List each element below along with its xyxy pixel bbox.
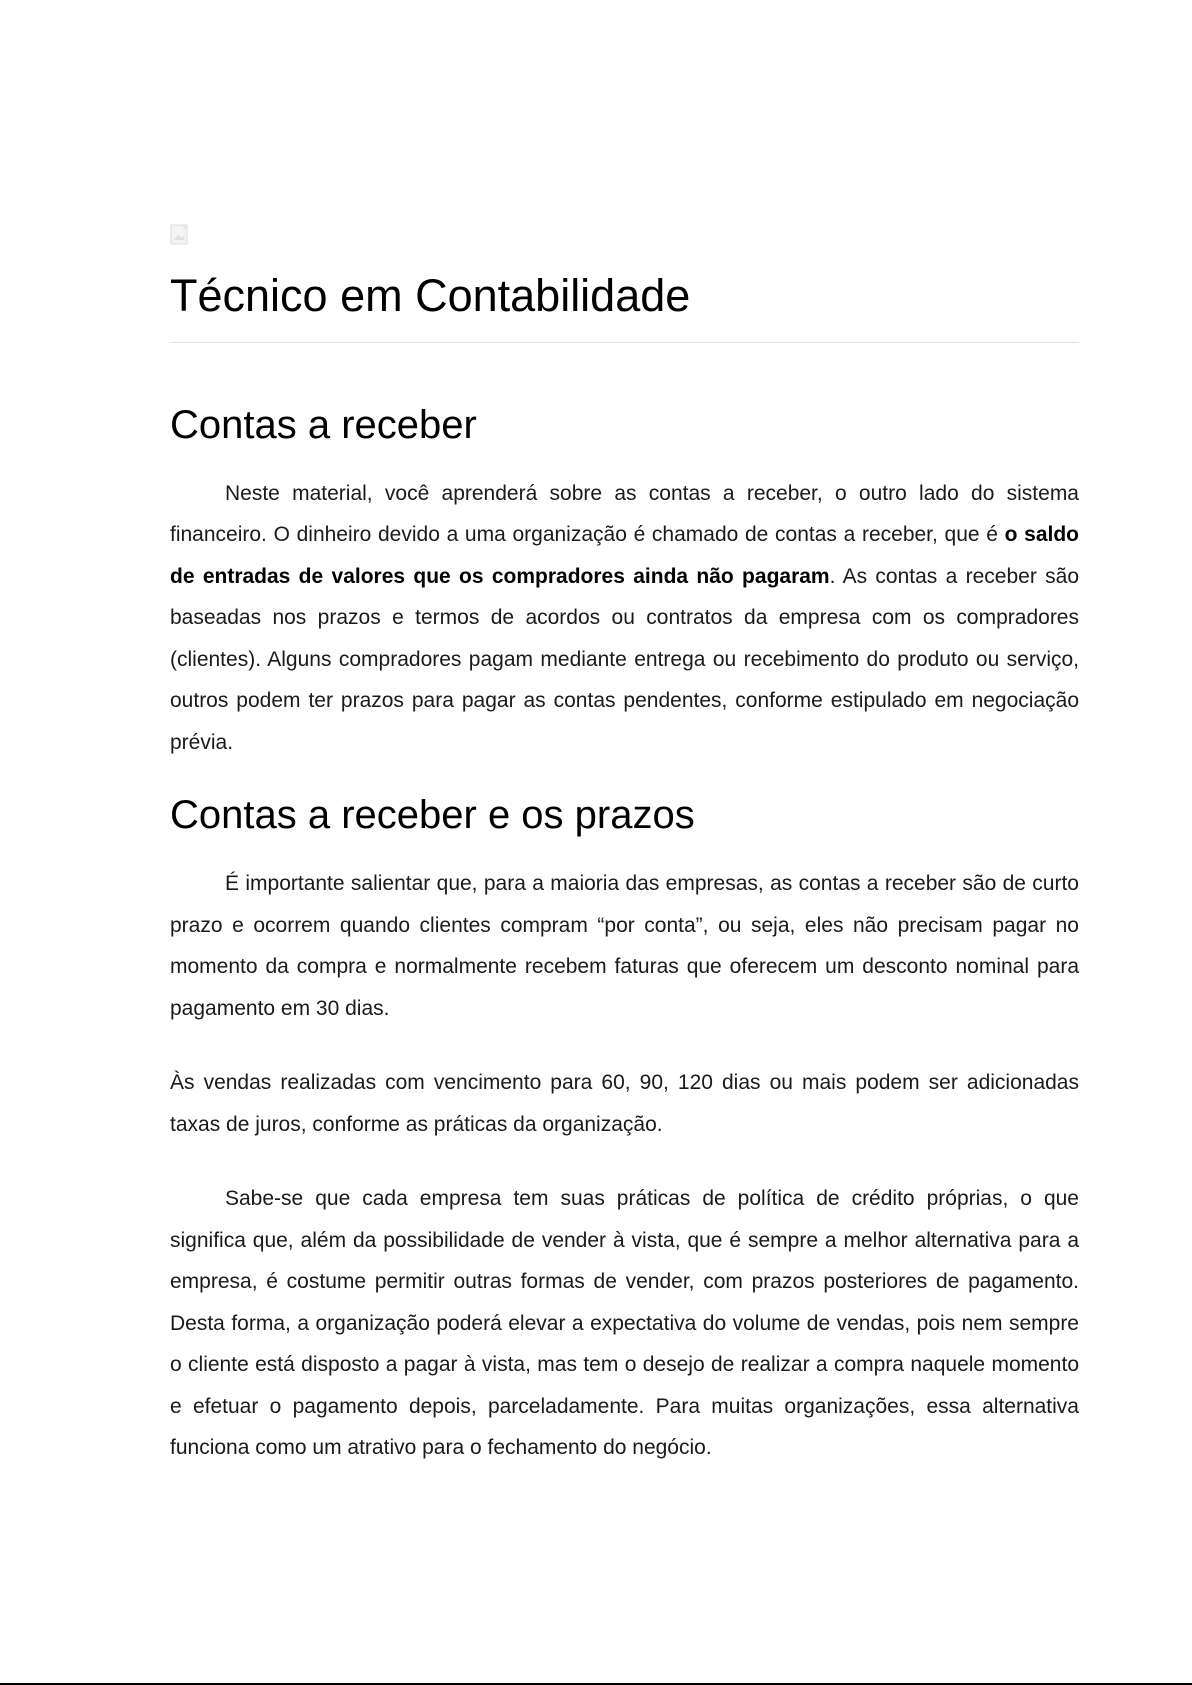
document-page	[170, 224, 1079, 1469]
section-heading-contas-e-prazos: Contas a receber e os prazos	[170, 793, 695, 838]
paragraph-intro-emphasis: o saldo de entradas de valores que os compradores ainda não pagaram	[170, 523, 1079, 588]
broken-image-icon	[170, 224, 194, 248]
paragraph-intro-text-end: . As contas a receber são baseadas nos prazos e termos de acordos ou contratos da empresa com os compradores (clientes). Alguns compradores pagam mediante entrega ou recebimento do produto ou serviço, outros podem ter prazos para pagar as contas pendentes, conforme estipulado em negociação prévia.	[170, 564, 1080, 754]
page-title: Técnico em Contabilidade	[170, 270, 1079, 343]
section-heading-contas-a-receber: Contas a receber	[170, 402, 477, 447]
paragraph-intro-text-start: Neste material, você aprenderá sobre as contas a receber, o outro lado do sistema financeiro. O dinheiro devido a uma organização é chamado de contas a receber, que é	[170, 481, 1079, 547]
paragraph-juros: Às vendas realizadas com vencimento para 60, 90, 120 dias ou mais podem ser adicionadas taxas de juros, conforme as práticas da organização.	[170, 1071, 1079, 1136]
paragraph-politica-credito: Sabe-se que cada empresa tem suas práticas de política de crédito próprias, o que significa que, além da possibilidade de vender à vista, que é sempre a melhor alternativa para a empresa, é costume permitir outras formas de vender, com prazos posteriores de pagamento. Desta forma, a organização poderá elevar a expectativa do volume de vendas, pois nem sempre o cliente está disposto a pagar à vista, mas tem o desejo de realizar a compra naquele momento e efetuar o pagamento depois, parceladamente. Para muitas organizações, essa alternativa funciona como um atrativo para o fechamento do negócio.	[170, 1187, 1079, 1460]
paragraph-curto-prazo: É importante salientar que, para a maioria das empresas, as contas a receber são de curto prazo e ocorrem quando clientes compram “por conta”, ou seja, eles não precisam pagar no momento da compra e normalmente recebem faturas que oferecem um desconto nominal para pagamento em 30 dias.	[170, 872, 1079, 1020]
paragraph-intro	[170, 473, 1079, 764]
